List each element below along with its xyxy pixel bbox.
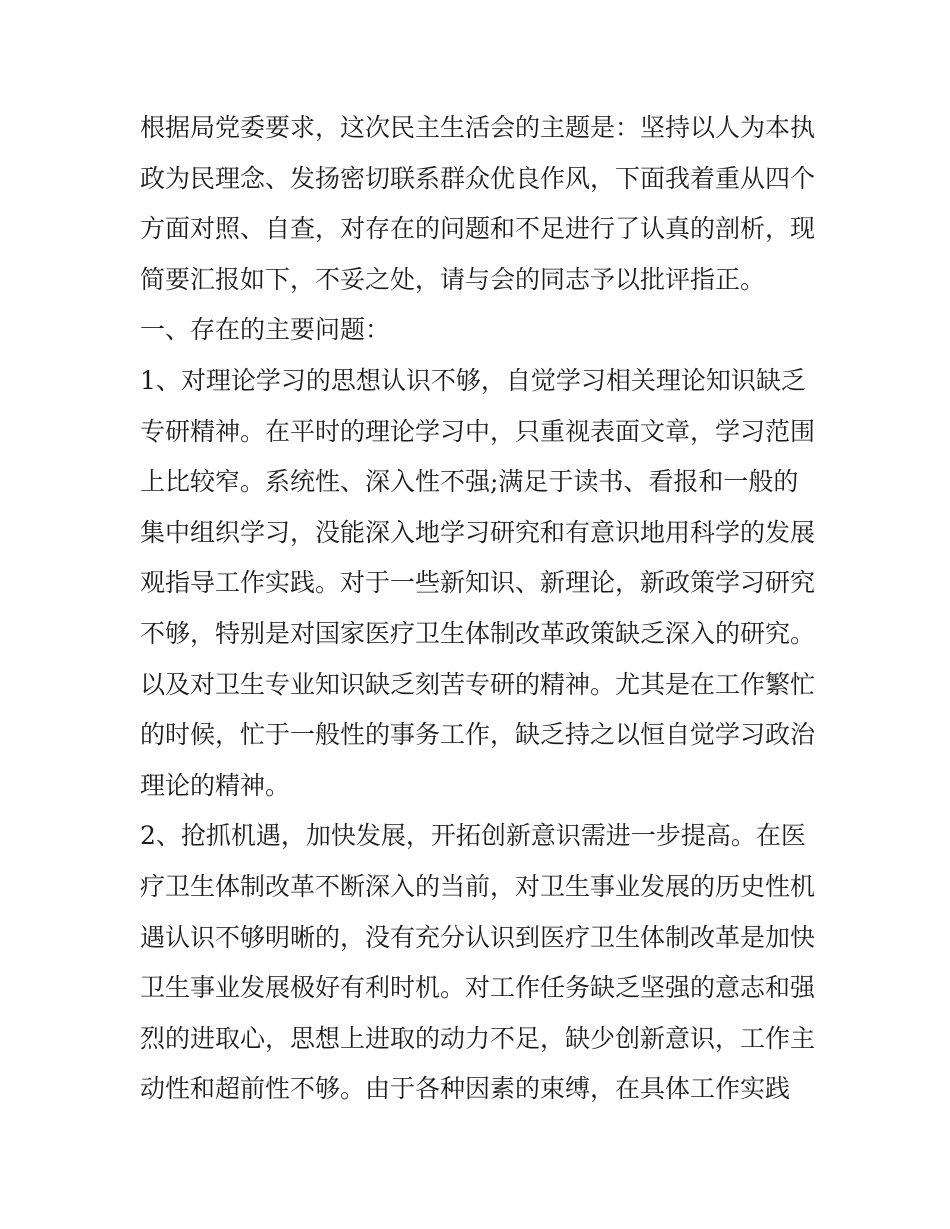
text-line-1: 根据局党委要求，这次民主生活会的主题是：坚持以人为本执 <box>140 113 816 142</box>
text-line-19: 烈的进取心，思想上进取的动力不足，缺少创新意识，工作主 <box>140 1023 816 1053</box>
text-line-3: 方面对照、自查，对存在的问题和不足进行了认真的剖析，现 <box>140 214 816 244</box>
text-line-18: 卫生事业发展极好有利时机。对工作任务缺乏坚强的意志和强 <box>140 973 816 1003</box>
text-line-15: 2、抢抓机遇，加快发展，开拓创新意识需进一步提高。在医 <box>140 821 806 851</box>
text-line-17: 遇认识不够明晰的，没有充分认识到医疗卫生体制改革是加快 <box>140 922 816 952</box>
text-line-12: 以及对卫生专业知识缺乏刻苦专研的精神。尤其是在工作繁忙 <box>140 669 816 699</box>
text-line-7: 专研精神。在平时的理论学习中，只重视表面文章，学习范围 <box>140 416 816 446</box>
text-line-14: 理论的精神。 <box>140 770 291 800</box>
text-line-20: 动性和超前性不够。由于各种因素的束缚，在具体工作实践 <box>140 1074 791 1104</box>
text-line-11: 不够，特别是对国家医疗卫生体制改革政策缺乏深入的研究。 <box>140 618 816 648</box>
text-line-13: 的时候，忙于一般性的事务工作，缺乏持之以恒自觉学习政治 <box>140 720 816 750</box>
text-line-2: 政为民理念、发扬密切联系群众优良作风，下面我着重从四个 <box>140 163 816 193</box>
section-heading: 一、存在的主要问题： <box>140 315 391 345</box>
text-line-16: 疗卫生体制改革不断深入的当前，对卫生事业发展的历史性机 <box>140 871 816 901</box>
text-line-4: 简要汇报如下，不妥之处，请与会的同志予以批评指正。 <box>140 264 766 294</box>
text-line-10: 观指导工作实践。对于一些新知识、新理论，新政策学习研究 <box>140 568 816 598</box>
text-line-9: 集中组织学习，没能深入地学习研究和有意识地用科学的发展 <box>140 517 816 547</box>
text-line-6: 1、对理论学习的思想认识不够，自觉学习相关理论知识缺乏 <box>140 365 806 395</box>
text-line-8: 上比较窄。系统性、深入性不强;满足于读书、看报和一般的 <box>140 467 799 497</box>
body-text <box>140 103 820 1115</box>
